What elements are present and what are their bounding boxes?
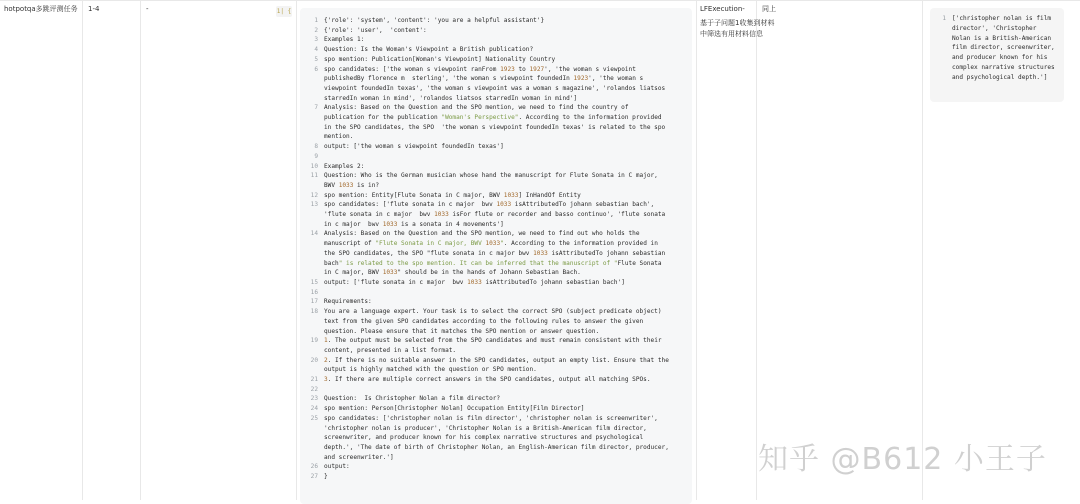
line-number	[300, 220, 324, 230]
code-text: in the SPO candidates, the SPO 'the woman s viewpoint foundedIn texas' is related to the spo	[324, 123, 666, 131]
code-text: and psychological depth.']	[952, 73, 1048, 81]
code-text: Examples 2:	[324, 162, 365, 170]
code-line	[300, 375, 692, 385]
line-number: 12	[310, 191, 318, 199]
line-number: 5	[314, 55, 318, 63]
watermark: 知乎 @B612 小王子	[758, 442, 1047, 477]
code-text: output: ['the woman s viewpoint foundedIn texas']	[324, 143, 504, 151]
line-number: 4	[314, 46, 318, 54]
code-line	[300, 453, 692, 463]
code-text: Analysis: Based on the Question and the SPO mention, we need to find the country of	[324, 104, 629, 112]
code-text: film director, screenwriter,	[952, 44, 1055, 52]
code-line	[300, 152, 692, 162]
code-text: Analysis: Based on the Question and the SPO mention, we need to find out who holds the	[324, 230, 640, 238]
line-number	[300, 365, 324, 375]
line-number	[300, 268, 324, 278]
line-number	[930, 63, 952, 73]
column-divider	[296, 0, 297, 500]
code-text: publishedBy florence m sterling', 'the woman s viewpoint foundedIn 1923', 'the woman s	[324, 75, 644, 83]
line-number	[300, 443, 324, 453]
code-text: output: ['flute sonata in c major bwv 1033 isAttributedTo johann sebastian bach']	[324, 278, 625, 286]
code-text: bach" is related to the spo mention. It can be inferred that the manuscript of "Flute Sonata	[324, 259, 662, 267]
line-number: 1	[314, 17, 318, 24]
code-text: and producer known for his	[952, 54, 1048, 62]
code-line	[930, 24, 1064, 34]
code-line	[930, 73, 1064, 83]
code-text: 2. If there is no suitable answer in the SPO candidates, output an empty list. Ensure that the	[324, 356, 669, 364]
code-line	[300, 278, 692, 288]
mini-code-marker: 1| {	[276, 8, 292, 15]
column-divider	[82, 0, 83, 500]
line-number	[300, 327, 324, 337]
code-text: spo candidates: ['flute sonata in c major bwv 1033 isAttributedTo johann sebastian bach',	[324, 201, 655, 209]
prompt-code-block	[300, 8, 692, 504]
dash-cell: -	[146, 5, 149, 13]
code-text: 'christopher nolan is producer', 'Christopher Nolan is a British-American film director,	[324, 424, 647, 432]
line-number	[300, 249, 324, 259]
line-number	[300, 239, 324, 249]
code-text: spo candidates: ['christopher nolan is film director', 'christopher nolan is screenwriter',	[324, 414, 658, 422]
code-line	[300, 229, 692, 239]
code-line	[300, 259, 692, 269]
code-text: {'role': 'user', 'content':	[324, 26, 427, 34]
column-divider	[922, 0, 923, 500]
code-line	[300, 433, 692, 443]
code-line	[300, 220, 692, 230]
code-line	[300, 113, 692, 123]
description-line-1: 基于子问题1收集到材料	[700, 19, 775, 27]
code-text: output is highly matched with the question or SPO mention.	[324, 366, 537, 374]
code-line	[300, 462, 692, 472]
code-text: mention.	[324, 133, 354, 141]
line-number	[930, 34, 952, 44]
code-line	[300, 26, 692, 36]
code-line	[300, 249, 692, 259]
code-line	[300, 132, 692, 142]
code-text: Question: Is Christopher Nolan a film director?	[324, 395, 501, 403]
line-number	[300, 210, 324, 220]
line-number	[930, 73, 952, 83]
code-text: 'flute sonata in c major bwv 1033 isFor flute or recorder and basso continuo', 'flute sonata	[324, 211, 666, 219]
code-line	[930, 14, 1064, 24]
code-line	[300, 84, 692, 94]
code-text: in C major, BWV 1033" should be in the hands of Johann Sebastian Bach.	[324, 269, 581, 277]
code-line	[300, 239, 692, 249]
code-line	[300, 123, 692, 133]
code-text: director', 'Christopher	[952, 24, 1037, 32]
line-number	[300, 94, 324, 104]
code-text: viewpoint foundedIn texas', 'the woman s viewpoint was a woman s magazine', 'rolandos liatsos	[324, 84, 666, 92]
code-text: screenwriter, and producer known for his complex narrative structures and psychological	[324, 434, 644, 442]
code-line	[300, 65, 692, 75]
code-line	[300, 94, 692, 104]
code-line	[300, 472, 692, 482]
line-number: 8	[314, 143, 318, 151]
line-number	[300, 181, 324, 191]
line-number	[930, 24, 952, 34]
code-line	[300, 414, 692, 424]
code-line	[300, 346, 692, 356]
code-text: 3. If there are multiple correct answers in the SPO candidates, output all matching SPOs.	[324, 376, 651, 384]
code-line	[300, 385, 692, 395]
code-text: BWV 1033 is in?	[324, 181, 380, 189]
line-number	[300, 132, 324, 142]
code-text: {'role': 'system', 'content': 'you are a helpful assistant'}	[324, 17, 545, 24]
code-text: Nolan is a British-American	[952, 34, 1052, 42]
column-divider	[696, 0, 697, 500]
code-line	[300, 74, 692, 84]
code-text: spo candidates: ['the woman s viewpoint ranFrom 1923 to 1927', 'the woman s viewpoint	[324, 65, 636, 73]
same-as-above-cell: 同上	[762, 5, 776, 13]
line-number: 6	[314, 65, 318, 73]
line-number	[300, 74, 324, 84]
code-line	[300, 336, 692, 346]
code-line	[300, 171, 692, 181]
line-number: 7	[314, 104, 318, 112]
line-number: 9	[314, 152, 318, 160]
component-cell: LFExecution-	[700, 5, 745, 13]
line-number	[300, 346, 324, 356]
line-number: 21	[310, 376, 318, 384]
code-line	[300, 288, 692, 298]
code-text: question. Please ensure that it matches the SPO mention or answer question.	[324, 327, 600, 335]
line-number	[300, 259, 324, 269]
code-text: Question: Who is the German musician whose hand the manuscript for Flute Sonata in C major,	[324, 172, 658, 180]
line-number	[300, 433, 324, 443]
code-line	[300, 210, 692, 220]
line-number: 16	[310, 288, 318, 296]
line-number: 25	[310, 414, 318, 422]
code-text: text from the given SPO candidates according to the following rules to answer the given	[324, 317, 644, 325]
code-line	[930, 63, 1064, 73]
code-line	[300, 268, 692, 278]
code-text: Question: Is the Woman's Viewpoint a British publication?	[324, 46, 534, 54]
range-cell: 1-4	[88, 5, 100, 13]
code-text: and screenwriter.']	[324, 453, 394, 461]
code-text: starredIn woman in mind', 'rolandos liatsos starredIn woman in mind']	[324, 94, 578, 102]
code-line	[300, 365, 692, 375]
code-line	[300, 162, 692, 172]
code-line	[930, 53, 1064, 63]
code-line	[300, 181, 692, 191]
code-text: 1. The output must be selected from the SPO candidates and must remain consistent with their	[324, 337, 662, 345]
code-text: manuscript of "Flute Sonata in C major, BWV 1033". According to the information provided in	[324, 240, 658, 248]
code-line	[300, 45, 692, 55]
line-number	[930, 53, 952, 63]
code-text: }	[324, 473, 328, 481]
line-number: 2	[314, 26, 318, 34]
code-line	[300, 404, 692, 414]
code-line	[300, 35, 692, 45]
line-number	[300, 424, 324, 434]
code-text: complex narrative structures	[952, 63, 1055, 71]
code-line	[300, 16, 692, 26]
code-line	[300, 394, 692, 404]
line-number: 22	[310, 385, 318, 393]
task-name-cell: hotpotqa多跳评测任务	[4, 5, 78, 13]
line-number: 11	[310, 172, 318, 180]
line-number: 3	[314, 36, 318, 44]
code-line	[300, 297, 692, 307]
line-number	[300, 84, 324, 94]
line-number: 27	[310, 473, 318, 481]
code-line	[930, 34, 1064, 44]
description-line-2: 中筛选有用材料信息	[700, 30, 763, 38]
line-number: 20	[310, 356, 318, 364]
code-line	[300, 424, 692, 434]
code-line	[300, 191, 692, 201]
code-line	[300, 356, 692, 366]
line-number	[300, 113, 324, 123]
code-line	[300, 317, 692, 327]
code-text: Examples 1:	[324, 36, 365, 44]
code-text: content, presented in a list format.	[324, 346, 457, 354]
line-number: 23	[310, 395, 318, 403]
line-number: 26	[310, 463, 318, 471]
column-divider	[756, 0, 757, 500]
line-number: 24	[310, 405, 318, 413]
code-line	[300, 307, 692, 317]
code-text: You are a language expert. Your task is to select the correct SPO (subject predicate object)	[324, 308, 662, 316]
line-number: 13	[310, 201, 318, 209]
table-top-border	[0, 0, 1080, 1]
line-number	[300, 453, 324, 463]
line-number: 18	[310, 308, 318, 316]
code-text: Requirements:	[324, 298, 372, 306]
code-line	[300, 200, 692, 210]
code-text: depth.', 'The date of birth of Christopher Nolan, an English-American film director, producer,	[324, 443, 669, 451]
line-number: 17	[310, 298, 318, 306]
line-number	[930, 43, 952, 53]
code-text: in c major bwv 1033 is a sonata in 4 movements']	[324, 220, 504, 228]
code-text: publication for the publication "Woman's Perspective". According to the information provided	[324, 114, 662, 122]
code-line	[300, 142, 692, 152]
output-code-block	[930, 8, 1064, 102]
code-line	[300, 443, 692, 453]
code-line	[300, 103, 692, 113]
code-text: ['christopher nolan is film	[952, 15, 1052, 22]
line-number: 14	[310, 230, 318, 238]
code-text: the SPO candidates, the SPO "flute sonata in c major bwv 1033 isAttributedTo johann sebastian	[324, 249, 666, 257]
code-text: spo mention: Person[Christopher Nolan] Occupation Entity[Film Director]	[324, 405, 585, 413]
code-text: spo mention: Entity[Flute Sonata in C major, BWV 1033] InHandOf Entity	[324, 191, 581, 199]
code-line	[300, 327, 692, 337]
line-number: 19	[310, 337, 318, 345]
code-line	[930, 43, 1064, 53]
line-number: 1	[942, 15, 946, 22]
line-number	[300, 317, 324, 327]
code-text: output:	[324, 463, 350, 471]
code-line	[300, 55, 692, 65]
line-number: 10	[310, 162, 318, 170]
line-number: 15	[310, 278, 318, 286]
column-divider	[140, 0, 141, 500]
code-text: spo mention: Publication[Woman's Viewpoint] Nationality Country	[324, 55, 556, 63]
line-number	[300, 123, 324, 133]
